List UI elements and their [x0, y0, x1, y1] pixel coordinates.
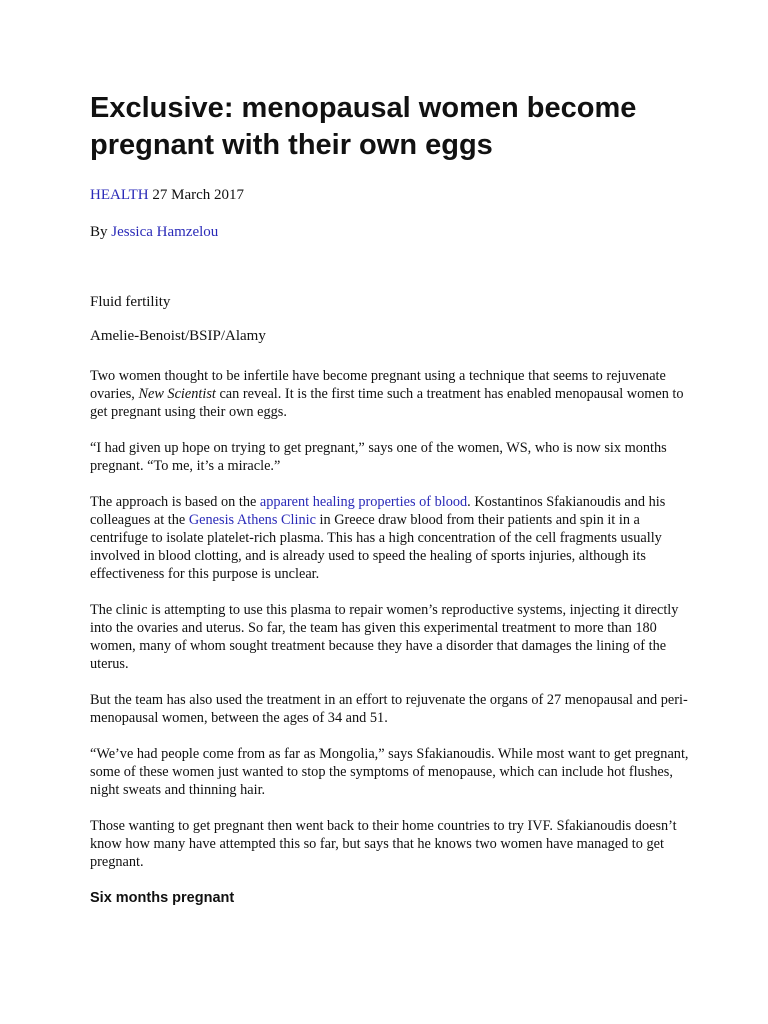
- section-link[interactable]: HEALTH: [90, 187, 149, 203]
- healing-properties-link[interactable]: apparent healing properties of blood: [259, 494, 468, 510]
- paragraph-3: [90, 493, 690, 583]
- publish-date: 27 March 2017: [152, 187, 245, 203]
- paragraph-5: But the team has also used the treatment in an effort to rejuvenate the organs of 27 menopausal and peri-menopausal women, between the ages of 34 and 51.: [90, 692, 688, 726]
- publication-name: New Scientist: [138, 386, 216, 402]
- clinic-link[interactable]: Genesis Athens Clinic: [188, 512, 316, 528]
- paragraph-4: The clinic is attempting to use this plasma to repair women’s reproductive systems, injecting it directly into the ovaries and uterus. So far, the team has given this experimental treatment to more than 180 women, many of whom sought treatment because they have a disorder that damages the lining of the uterus.: [90, 602, 679, 672]
- image-credit: Amelie-Benoist/BSIP/Alamy: [90, 328, 266, 344]
- paragraph-1-text-b: can reveal. It is the first time such a treatment has enabled menopausal women to get pregnant using their own eggs.: [90, 386, 684, 420]
- paragraph-3-text-c: in Greece draw blood from their patients and spin it in a centrifuge to isolate platelet-rich plasma. This has a high concentration of the cell fragments usually involved in blood clotting, and is already used to speed the healing of sports injuries, although its effectiveness for this purpose is unclear.: [90, 512, 662, 582]
- subheading: Six months pregnant: [90, 890, 235, 906]
- paragraph-2: “I had given up hope on trying to get pregnant,” says one of the women, WS, who is now six months pregnant. “To me, it’s a miracle.”: [90, 440, 667, 474]
- paragraph-1-text-a: Two women thought to be infertile have become pregnant using a technique that seems to rejuvenate ovaries,: [90, 368, 666, 402]
- article-meta: [90, 186, 690, 204]
- image-caption: Fluid fertility: [90, 294, 171, 310]
- article: [90, 90, 690, 907]
- paragraph-6: “We’ve had people come from as far as Mongolia,” says Sfakianoudis. While most want to get pregnant, some of these women just wanted to stop the symptoms of menopause, which can include hot flushes, night sweats and thinning hair.: [90, 746, 689, 798]
- paragraph-7: Those wanting to get pregnant then went back to their home countries to try IVF. Sfakianoudis doesn’t know how many have attempted this so far, but says that he knows two women have managed to get pregnant.: [90, 818, 677, 870]
- byline: [90, 223, 690, 241]
- headline: Exclusive: menopausal women become pregnant with their own eggs: [90, 92, 637, 161]
- paragraph-1: [90, 367, 690, 421]
- byline-prefix: By: [90, 224, 108, 240]
- paragraph-3-text-a: The approach is based on the: [90, 494, 260, 510]
- paragraph-3-text-b: . Kostantinos Sfakianoudis and his colleagues at the: [90, 494, 666, 528]
- author-link[interactable]: Jessica Hamzelou: [111, 224, 219, 240]
